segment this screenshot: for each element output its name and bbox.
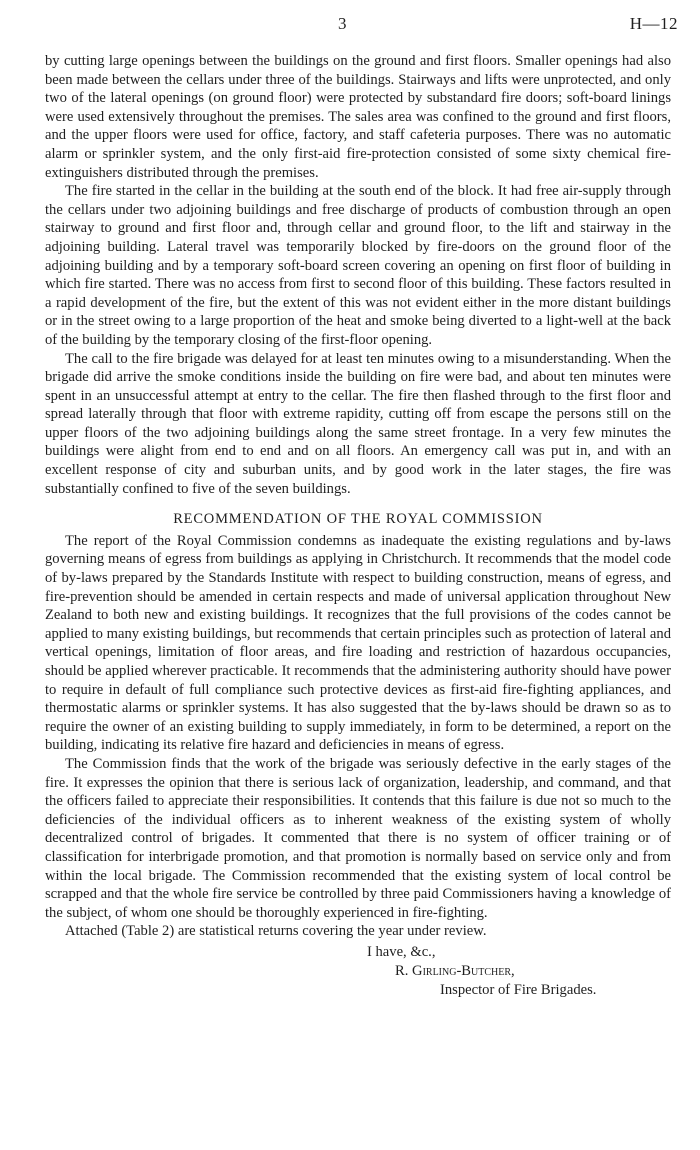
page-number: 3 bbox=[338, 14, 347, 33]
paragraph: The call to the fire brigade was delayed for at least ten minutes owing to a misunderstanding. When the brigade did arrive the smoke conditions inside the building on fire were bad, and about ten minutes were spent in an unsuccessful attempt at entry to the cellar. The fire then flashed through to the first floor and spread laterally through that floor with extreme rapidity, cutting off from escape the persons still on the upper floors of the two adjoining buildings along the same street frontage. In a very few minutes the buildings were alight from end to end and on all floors. An emergency call was put in, and with an excellent response of city and suburban units, and by good work in the later stages, the fire was substantially confined to five of the seven buildings. bbox=[45, 350, 671, 497]
signature-closing: I have, &c., bbox=[367, 943, 436, 960]
signature-name: R. Girling-Butcher, bbox=[395, 962, 515, 979]
document-reference: H—12 bbox=[629, 14, 678, 33]
paragraph: Attached (Table 2) are statistical returns covering the year under review. bbox=[65, 923, 487, 940]
signature-block bbox=[45, 943, 671, 1000]
paragraph: The report of the Royal Commission condemns as inadequate the existing regulations and by-laws governing means of egress from buildings as applying in Christchurch. It recommends that the model code of by-laws prepared by the Standards Institute with respect to building construction, means of egress, and fire-prevention should be amended in certain respects and made of universal application throughout New Zealand to both new and existing buildings. It recognizes that the full provisions of the codes cannot be applied to many existing buildings, but recommends that certain principles such as protection of lateral and vertical openings, limitation of floor areas, and fire loading and restriction of hazardous occupancies, should be applied wherever practicable. It recommends that the administering authority should have power to require in default of full compliance such protective devices as first-aid fire-fighting appliances, and thermostatic alarms or sprinkler systems. It has also suggested that the by-laws should be drawn so as to require the owner of an existing building to supply immediately, in form to be determined, a report on the building, indicating its relative fire hazard and deficiencies in means of egress. bbox=[45, 532, 671, 754]
paragraph: The fire started in the cellar in the building at the south end of the block. It had free air-supply through the cellars under two adjoining buildings and free discharge of products of combustion through an open stairway to ground and first floor and, through cellar and ground floor, to the lift and stairway in the adjoining building. Lateral travel was temporarily blocked by fire-doors on the ground floor of the adjoining building and by a temporary soft-board screen covering an opening on first floor of building in which fire started. There was no access from first to second floor of this building. These factors resulted in a rapid development of the fire, but the extent of this was not evident either in the more distant buildings or in the street owing to a large proportion of the heat and smoke being diverted to a light-well at the back of the building by the temporary closing of the first-floor opening. bbox=[45, 183, 671, 348]
paragraph: by cutting large openings between the buildings on the ground and first floors. Smaller openings had also been made between the cellars under three of the buildings. Stairways and lifts were unprotected, and only two of the lateral openings (on ground floor) were protected by substandard fire doors; soft-board linings were used extensively throughout the premises. The sales area was confined to the ground and first floors, and the upper floors were used for office, factory, and staff cafeteria purposes. There was no automatic alarm or sprinkler system, and the only first-aid fire-protection consisted of some sixty chemical fire-extinguishers distributed through the premises. bbox=[45, 53, 671, 181]
body-text bbox=[45, 52, 671, 1000]
signature-title: Inspector of Fire Brigades. bbox=[440, 981, 597, 998]
section-heading: RECOMMENDATION OF THE ROYAL COMMISSION bbox=[173, 511, 543, 528]
paragraph: The Commission finds that the work of the brigade was seriously defective in the early stages of the fire. It expresses the opinion that there is serious lack of organization, leadership, and command, and that the officers failed to appreciate their responsibilities. It contends that this failure is due not so much to the deficiencies of the individual officers as to inherent weakness of the existing system of wholly decentralized control of brigades. It commented that there is no system of officer training or of classification for interbrigade promotion, and that promotion is normally based on service only and from within the local brigade. The Commission recommended that the existing system of local control be scrapped and that the whole fire service be controlled by three paid Commissioners having a knowledge of the subject, of whom one should be thoroughly experienced in fire-fighting. bbox=[45, 755, 671, 921]
